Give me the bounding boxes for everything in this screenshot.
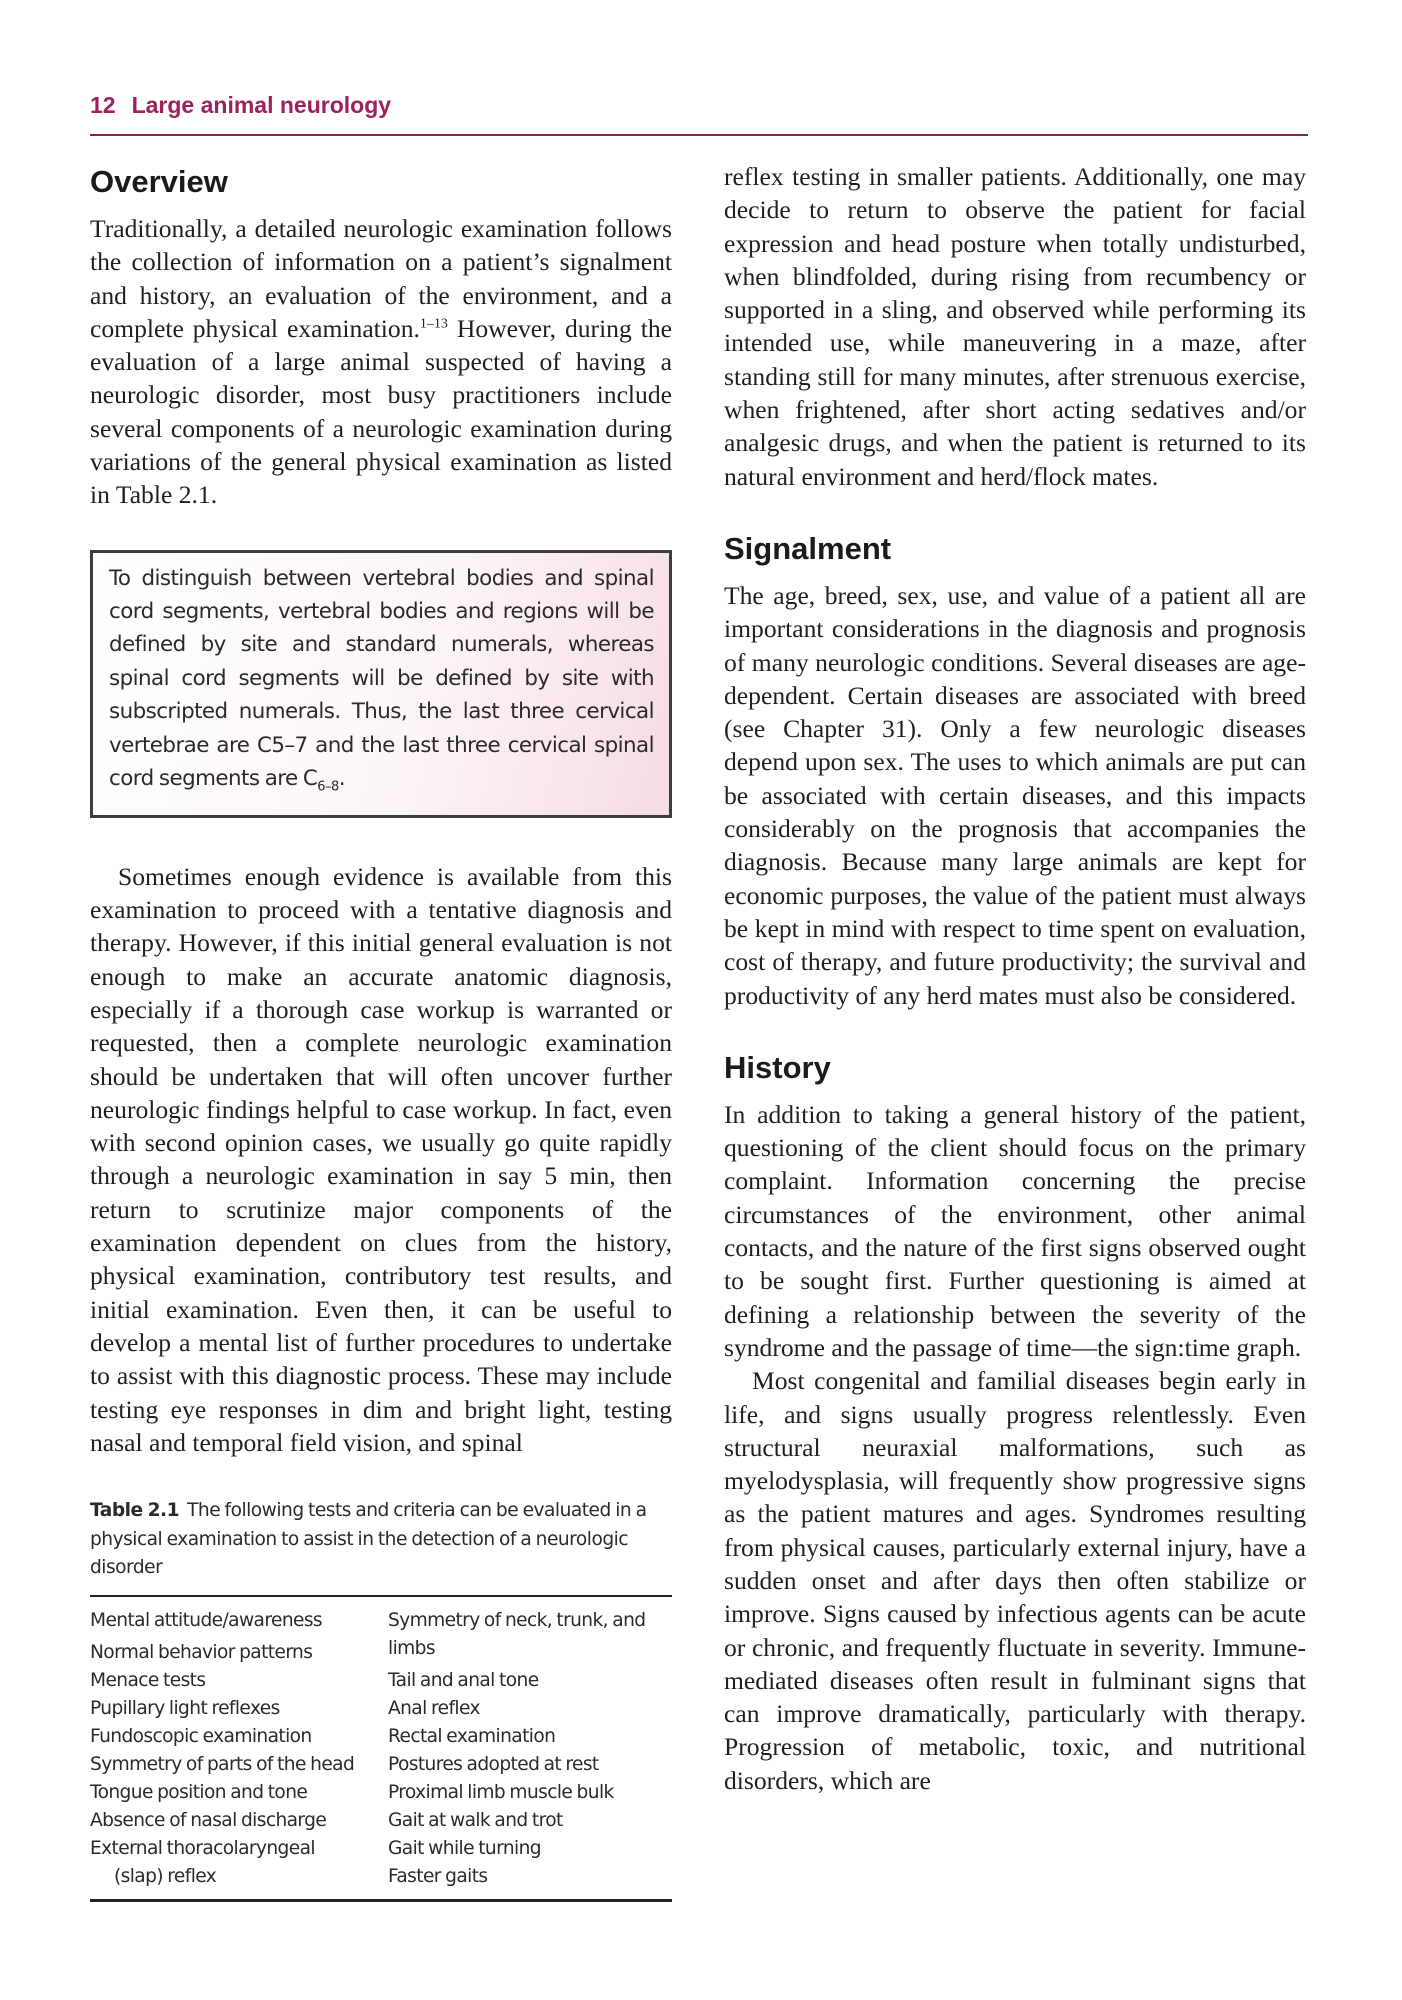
table-cell: (slap) reflex	[114, 1865, 217, 1887]
signalment-heading: Signalment	[724, 530, 892, 566]
page-header	[90, 92, 1308, 136]
table-cell: Symmetry of neck, trunk, and limbs	[388, 1609, 646, 1659]
table-cell: External thoracolaryngeal	[90, 1837, 315, 1859]
table-caption-text: The following tests and criteria can be evaluated in a physical examination to assist in the detection of a neurologic disorder	[90, 1500, 647, 1579]
history-heading: History	[724, 1049, 831, 1085]
table-cell: Gait at walk and trot	[388, 1809, 563, 1831]
table-2-1	[90, 1595, 672, 1902]
history-paragraph-1: In addition to taking a general history of the patient, questioning of the client should focus on the primary complaint. Information concerning the precise circumstances of the environment, other animal contacts, and the nature of the first signs observed ought to be sought first. Further questioning is aimed at defining a relationship between the severity of the syndrome and the passage of time—the sign:time graph.	[724, 1099, 1306, 1362]
table-cell: Rectal examination	[388, 1725, 556, 1747]
left-column	[90, 160, 672, 1902]
note-box-end: .	[338, 766, 345, 792]
citation-ref: 1–13	[419, 316, 448, 332]
table-cell: Anal reflex	[388, 1697, 480, 1719]
table-cell: Proximal limb muscle bulk	[388, 1781, 614, 1803]
page-number: 12	[90, 92, 116, 118]
table-cell: Pupillary light reflexes	[90, 1697, 280, 1719]
note-box-text: To distinguish between vertebral bodies and spinal cord segments, vertebral bodies and regions will be defined by site and standard numerals, whereas spinal cord segments will be defined by site with subscripted numerals. Thus, the last three cervical vertebrae are C5–7 and the last three cervical spinal cord segments are C	[109, 565, 654, 792]
overview-heading: Overview	[90, 164, 228, 199]
table-column-2	[388, 1607, 672, 1891]
table-cell: Symmetry of parts of the head	[90, 1753, 355, 1775]
table-cell: Gait while turning	[388, 1837, 541, 1859]
overview-paragraph-2: Sometimes enough evidence is available from this examination to proceed with a tentative diagnosis and therapy. However, if this initial general evaluation is not enough to make an accurate anatomic diagnosis, especially if a thorough case workup is warranted or requested, then a complete neurologic examination should be undertaken that will often uncover further neurologic findings helpful to case workup. In fact, even with second opinion cases, we usually go quite rapidly through a neurologic examination in say 5 min, then return to scrutinize major components of the examination dependent on clues from the history, physical examination, contributory test results, and initial examination. Even then, it can be useful to develop a mental list of further procedures to undertake to assist with this diagnostic process. These may include testing eye responses in dim and bright light, testing nasal and temporal field vision, and spinal	[90, 861, 672, 1457]
table-cell: Fundoscopic examination	[90, 1725, 312, 1747]
table-cell: Normal behavior patterns	[90, 1641, 313, 1663]
table-caption	[90, 1497, 672, 1583]
continued-paragraph: reflex testing in smaller patients. Additionally, one may decide to return to observe the patient for facial expression and head posture when totally undisturbed, when blindfolded, during rising from recumbency or supported in a sling, and observed while performing its intended use, while maneuvering in a maze, after standing still for many minutes, after strenuous exercise, when frightened, after short acting sedatives and/or analgesic drugs, and when the patient is returned to its natural environment and herd/flock mates.	[724, 162, 1306, 491]
table-cell: Menace tests	[90, 1669, 206, 1691]
table-column-1	[90, 1607, 388, 1891]
table-cell: Mental attitude/awareness	[90, 1609, 323, 1631]
overview-paragraph	[90, 212, 672, 512]
table-cell: Tail and anal tone	[388, 1669, 539, 1691]
table-cell: Absence of nasal discharge	[90, 1809, 327, 1831]
history-paragraph-2: Most congenital and familial diseases begin early in life, and signs usually progress relentlessly. Even structural neuraxial malformations, such as myelodysplasia, will frequently show progressive signs as the patient matures and ages. Syndromes resulting from physical causes, particularly external injury, have a sudden onset and after days then often stabilize or improve. Signs caused by infectious agents can be acute or chronic, and frequently fluctuate in severity. Immune-mediated diseases often result in fulminant signs that can improve dramatically, particularly with therapy. Progression of metabolic, toxic, and nutritional disorders, which are	[724, 1366, 1306, 1795]
table-cell: Tongue position and tone	[90, 1781, 308, 1803]
table-label: Table 2.1	[90, 1500, 180, 1522]
overview-text-a: Traditionally, a detailed neurologic examination follows the collection of information on a patient’s signalment and history, an evaluation of the environment, and a complete physical examination.	[90, 214, 672, 343]
note-box	[90, 550, 672, 818]
table-cell: Postures adopted at rest	[388, 1753, 599, 1775]
overview-text-b: However, during the evaluation of a large animal suspected of having a neurologic disorder, most busy practitioners include several components of a neurologic examination during variations of the general physical examination as listed in Table 2.1.	[90, 313, 672, 510]
right-column	[724, 160, 1306, 1797]
signalment-paragraph: The age, breed, sex, use, and value of a patient all are important considerations in the diagnosis and prognosis of many neurologic conditions. Several diseases are age-dependent. Certain diseases are associated with breed (see Chapter 31). Only a few neurologic diseases depend upon sex. The uses to which animals are put can be associated with certain diseases, and this impacts considerably on the prognosis that accompanies the diagnosis. Because many large animals are kept for economic purposes, the value of the patient must always be kept in mind with respect to time spent on evaluation, cost of therapy, and future productivity; the survival and productivity of any herd mates must also be considered.	[724, 580, 1306, 1010]
note-box-subscript: 6–8	[317, 779, 339, 795]
table-cell: Faster gaits	[388, 1865, 488, 1887]
running-title: Large animal neurology	[131, 92, 392, 118]
